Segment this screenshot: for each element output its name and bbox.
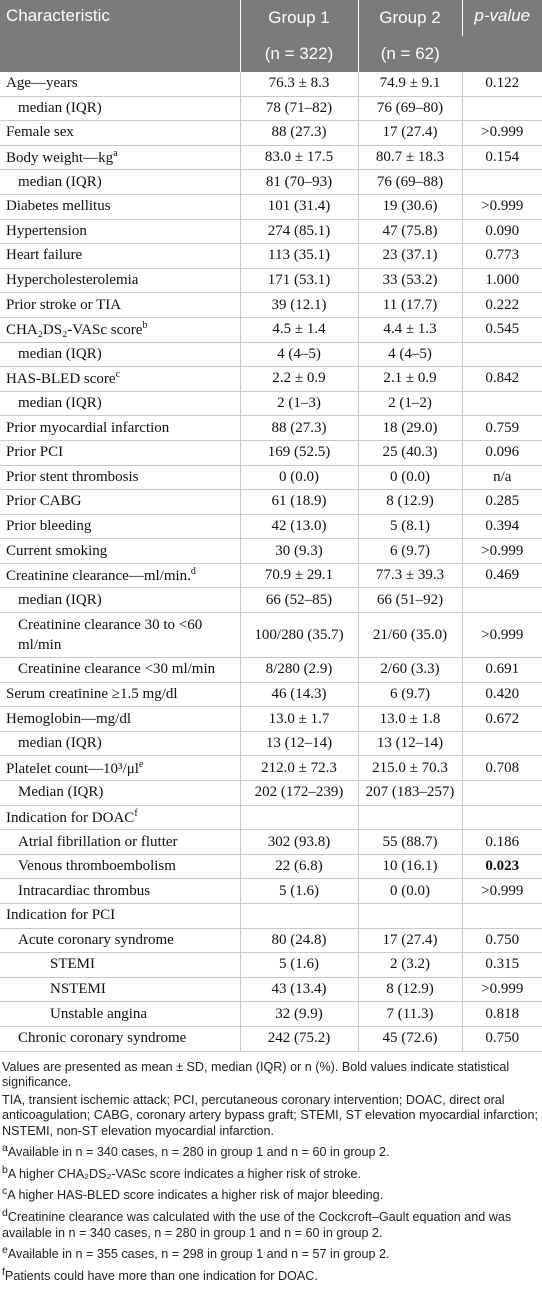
row-label	[0, 391, 240, 416]
row-label-text: median (IQR)	[18, 591, 102, 608]
table-row	[0, 731, 542, 756]
p-value: 0.750	[462, 928, 542, 953]
row-label-text: CHA₂DS₂-VASc score	[6, 322, 143, 339]
p-value	[462, 391, 542, 416]
table-row	[0, 830, 542, 855]
row-label	[0, 293, 240, 318]
footnote-c-text: A higher HAS-BLED score indicates a higher risk of major bleeding.	[7, 1188, 384, 1203]
table-row	[0, 854, 542, 879]
row-label	[0, 682, 240, 707]
group2-value: 207 (183–257)	[358, 781, 462, 806]
group1-value: 0 (0.0)	[240, 465, 358, 490]
row-label	[0, 367, 240, 392]
row-label-text: median (IQR)	[18, 395, 102, 412]
row-label	[0, 781, 240, 806]
group1-value: 202 (172–239)	[240, 781, 358, 806]
table-row	[0, 781, 542, 806]
p-value: 0.122	[462, 72, 542, 96]
table-row	[0, 293, 542, 318]
p-value: >0.999	[462, 879, 542, 904]
group2-value	[358, 904, 462, 929]
table-row	[0, 170, 542, 195]
table-row	[0, 904, 542, 929]
row-label	[0, 268, 240, 293]
footnote-d-text: Creatinine clearance was calculated with the use of the Cockcroft–Gault equation and was available in n = 340 cases, n = 280 in group 1 and n = 60 in group 2.	[2, 1210, 512, 1240]
p-value: >0.999	[462, 539, 542, 564]
group2-value: 4 (4–5)	[358, 342, 462, 367]
row-label	[0, 465, 240, 490]
table-row	[0, 514, 542, 539]
p-value: 0.842	[462, 367, 542, 392]
row-label-text: NSTEMI	[50, 981, 106, 998]
group2-value: 19 (30.6)	[358, 194, 462, 219]
p-value	[462, 588, 542, 613]
group2-value: 55 (88.7)	[358, 830, 462, 855]
row-label	[0, 977, 240, 1002]
group1-value: 5 (1.6)	[240, 879, 358, 904]
row-label	[0, 805, 240, 830]
row-label	[0, 756, 240, 781]
table-row	[0, 588, 542, 613]
p-value: 0.023	[462, 854, 542, 879]
table-row	[0, 563, 542, 588]
row-label-text: Heart failure	[6, 247, 83, 264]
footnote-d: $^d$Creatinine clearance was calculated with the use of the Cockcroft–Gault equation and was available in n = 340 cases, n = 280 in group 1 and n = 60 in group 2.	[2, 1207, 512, 1240]
row-label-text: Hypertension	[6, 222, 87, 239]
row-label	[0, 244, 240, 269]
row-label-text: Creatinine clearance 30 to <60 ml/min	[18, 617, 203, 654]
row-label	[0, 416, 240, 441]
group2-value: 21/60 (35.0)	[358, 613, 462, 658]
table-row	[0, 440, 542, 465]
group2-value: 77.3 ± 39.3	[358, 563, 462, 588]
p-value: >0.999	[462, 194, 542, 219]
footnote-b-text: A higher CHA₂DS₂-VASc score indicates a higher risk of stroke.	[7, 1166, 362, 1181]
row-label-text: Creatinine clearance—ml/min.	[6, 568, 191, 585]
row-label	[0, 613, 240, 658]
p-value: 0.469	[462, 563, 542, 588]
table-row	[0, 682, 542, 707]
group2-value: 4.4 ± 1.3	[358, 317, 462, 342]
footnote-a-text: Available in n = 340 cases, n = 280 in group 1 and n = 60 in group 2.	[7, 1145, 390, 1160]
group1-value	[240, 904, 358, 929]
table-row	[0, 805, 542, 830]
p-value: n/a	[462, 465, 542, 490]
header-group2-n: (n = 62)	[358, 36, 462, 72]
table-body	[0, 72, 542, 1051]
group2-value: 18 (29.0)	[358, 416, 462, 441]
p-value: 0.750	[462, 1026, 542, 1051]
p-value	[462, 781, 542, 806]
group2-value: 8 (12.9)	[358, 977, 462, 1002]
group1-value: 83.0 ± 17.5	[240, 145, 358, 170]
group2-value: 76 (69–88)	[358, 170, 462, 195]
group2-value: 66 (51–92)	[358, 588, 462, 613]
group2-value: 33 (53.2)	[358, 268, 462, 293]
footnote-b: $^b$A higher CHA₂DS₂-VASc score indicates a higher risk of stroke.	[2, 1163, 362, 1181]
row-label	[0, 658, 240, 683]
row-label-text: median (IQR)	[18, 173, 102, 190]
group1-value: 8/280 (2.9)	[240, 658, 358, 683]
group1-value: 78 (71–82)	[240, 96, 358, 121]
table-row	[0, 928, 542, 953]
row-label-text: Venous thromboembolism	[18, 858, 176, 875]
p-value: 0.222	[462, 293, 542, 318]
footnote-abbreviations: TIA, transient ischemic attack; PCI, percutaneous coronary intervention; DOAC, direct oral anticoagulation; CABG, coronary artery bypass graft; STEMI, ST elevation myocardial infarction; NSTEMI, non-ST elevation myocardial infarction.	[2, 1092, 538, 1138]
row-label	[0, 440, 240, 465]
row-label	[0, 317, 240, 342]
group2-value: 6 (9.7)	[358, 682, 462, 707]
group1-value: 88 (27.3)	[240, 121, 358, 146]
p-value	[462, 170, 542, 195]
group1-value: 4.5 ± 1.4	[240, 317, 358, 342]
row-label-text: Diabetes mellitus	[6, 198, 111, 215]
row-footnote-marker: e	[138, 758, 144, 770]
row-label	[0, 1002, 240, 1027]
p-value: 0.186	[462, 830, 542, 855]
group2-value: 2.1 ± 0.9	[358, 367, 462, 392]
row-label-text: Hemoglobin—mg/dl	[6, 710, 131, 727]
row-label	[0, 707, 240, 732]
row-label	[0, 72, 240, 96]
table-row	[0, 416, 542, 441]
row-label-text: Prior CABG	[6, 493, 82, 510]
group1-value: 66 (52–85)	[240, 588, 358, 613]
group1-value: 2.2 ± 0.9	[240, 367, 358, 392]
row-label-text: Prior myocardial infarction	[6, 419, 170, 436]
table-row	[0, 756, 542, 781]
row-label	[0, 219, 240, 244]
row-footnote-marker: a	[113, 148, 118, 160]
group1-value: 76.3 ± 8.3	[240, 72, 358, 96]
p-value: >0.999	[462, 613, 542, 658]
row-label-text: Hypercholesterolemia	[6, 272, 139, 289]
group2-value: 5 (8.1)	[358, 514, 462, 539]
row-label-text: median (IQR)	[18, 345, 102, 362]
table-row	[0, 1026, 542, 1051]
table-row	[0, 613, 542, 658]
group2-value: 47 (75.8)	[358, 219, 462, 244]
row-label-text: Platelet count—10³/μl	[6, 760, 139, 777]
p-value: 0.420	[462, 682, 542, 707]
header-group1: Group 1	[240, 0, 358, 36]
group1-value: 81 (70–93)	[240, 170, 358, 195]
row-label	[0, 854, 240, 879]
row-label	[0, 514, 240, 539]
footnote-e-text: Available in n = 355 cases, n = 298 in group 1 and n = 57 in group 2.	[7, 1247, 390, 1262]
header-row	[0, 0, 542, 36]
p-value: 0.096	[462, 440, 542, 465]
row-label-text: Indication for DOAC	[6, 809, 135, 826]
group1-value: 61 (18.9)	[240, 490, 358, 515]
group2-value: 2 (3.2)	[358, 953, 462, 978]
group1-value: 46 (14.3)	[240, 682, 358, 707]
group1-value: 32 (9.9)	[240, 1002, 358, 1027]
row-label-text: Unstable angina	[50, 1005, 148, 1022]
p-value: 0.759	[462, 416, 542, 441]
table-row	[0, 539, 542, 564]
row-label-text: Serum creatinine ≥1.5 mg/dl	[6, 685, 178, 702]
row-label-text: Acute coronary syndrome	[18, 931, 174, 948]
group2-value: 76 (69–80)	[358, 96, 462, 121]
row-label	[0, 170, 240, 195]
group1-value: 88 (27.3)	[240, 416, 358, 441]
row-label-text: Body weight—kg	[6, 150, 114, 167]
group1-value: 100/280 (35.7)	[240, 613, 358, 658]
group1-value: 212.0 ± 72.3	[240, 756, 358, 781]
p-value	[462, 731, 542, 756]
group1-value: 5 (1.6)	[240, 953, 358, 978]
row-label	[0, 539, 240, 564]
table-row	[0, 465, 542, 490]
row-label	[0, 588, 240, 613]
group1-value: 43 (13.4)	[240, 977, 358, 1002]
footnote-c: $^c$A higher HAS-BLED score indicates a higher risk of major bleeding.	[2, 1185, 384, 1203]
footnote-f-text: Patients could have more than one indication for DOAC.	[4, 1269, 318, 1284]
group1-value: 113 (35.1)	[240, 244, 358, 269]
header-pvalue	[462, 0, 542, 72]
p-value: 0.315	[462, 953, 542, 978]
group1-value: 80 (24.8)	[240, 928, 358, 953]
table-row	[0, 707, 542, 732]
table-row	[0, 96, 542, 121]
footnote-values: Values are presented as mean ± SD, median (IQR) or n (%). Bold values indicate statistical significance.	[2, 1059, 510, 1090]
row-label	[0, 194, 240, 219]
row-label	[0, 96, 240, 121]
row-label-text: Prior bleeding	[6, 517, 92, 534]
group1-value: 70.9 ± 29.1	[240, 563, 358, 588]
row-label-text: median (IQR)	[18, 735, 102, 752]
group2-value: 6 (9.7)	[358, 539, 462, 564]
row-label	[0, 563, 240, 588]
footnote-f: $^f$Patients could have more than one indication for DOAC.	[2, 1266, 318, 1284]
row-footnote-marker: b	[142, 320, 148, 332]
row-label-text: median (IQR)	[18, 99, 102, 116]
table-row	[0, 1002, 542, 1027]
table-row	[0, 879, 542, 904]
row-label-text: Chronic coronary syndrome	[18, 1030, 187, 1047]
group2-value: 23 (37.1)	[358, 244, 462, 269]
p-value: 0.672	[462, 707, 542, 732]
group1-value: 22 (6.8)	[240, 854, 358, 879]
row-label	[0, 1026, 240, 1051]
group2-value: 0 (0.0)	[358, 879, 462, 904]
group1-value: 42 (13.0)	[240, 514, 358, 539]
row-label-text: Prior stent thrombosis	[6, 468, 139, 485]
group2-value: 7 (11.3)	[358, 1002, 462, 1027]
row-label	[0, 342, 240, 367]
table-row	[0, 367, 542, 392]
row-label-text: Atrial fibrillation or flutter	[18, 833, 178, 850]
row-label-text: STEMI	[50, 956, 95, 973]
p-value: 0.545	[462, 317, 542, 342]
row-label	[0, 953, 240, 978]
header-pvalue-text: p-value	[474, 6, 531, 25]
group1-value: 13.0 ± 1.7	[240, 707, 358, 732]
row-label-text: Creatinine clearance <30 ml/min	[18, 661, 216, 678]
group2-value: 74.9 ± 9.1	[358, 72, 462, 96]
group1-value: 4 (4–5)	[240, 342, 358, 367]
row-label-text: Prior stroke or TIA	[6, 296, 122, 313]
row-footnote-marker: f	[134, 807, 138, 819]
table-row	[0, 72, 542, 96]
row-label-text: Current smoking	[6, 542, 108, 559]
table-row	[0, 194, 542, 219]
row-label-text: HAS-BLED score	[6, 371, 116, 388]
header-characteristic: Characteristic	[0, 0, 240, 72]
group2-value: 25 (40.3)	[358, 440, 462, 465]
group1-value: 171 (53.1)	[240, 268, 358, 293]
p-value: 0.773	[462, 244, 542, 269]
p-value: 0.090	[462, 219, 542, 244]
row-label	[0, 121, 240, 146]
row-label-text: Median (IQR)	[18, 784, 104, 801]
group2-value: 11 (17.7)	[358, 293, 462, 318]
row-footnote-marker: c	[115, 369, 121, 381]
group1-value	[240, 805, 358, 830]
header-group2: Group 2	[358, 0, 462, 36]
group1-value: 30 (9.3)	[240, 539, 358, 564]
group1-value: 101 (31.4)	[240, 194, 358, 219]
table-row	[0, 268, 542, 293]
group2-value	[358, 805, 462, 830]
row-label-text: Intracardiac thrombus	[18, 882, 151, 899]
row-label	[0, 904, 240, 929]
p-value	[462, 904, 542, 929]
table-row	[0, 145, 542, 170]
p-value	[462, 342, 542, 367]
row-label-text: Age—years	[6, 75, 78, 92]
p-value: 0.818	[462, 1002, 542, 1027]
row-label	[0, 731, 240, 756]
row-label-text: Prior PCI	[6, 444, 64, 461]
table-row	[0, 490, 542, 515]
p-value: 0.394	[462, 514, 542, 539]
table-row	[0, 317, 542, 342]
table-row	[0, 219, 542, 244]
row-label	[0, 145, 240, 170]
table-row	[0, 658, 542, 683]
row-label-text: Indication for PCI	[6, 907, 116, 924]
group1-value: 302 (93.8)	[240, 830, 358, 855]
group2-value: 17 (27.4)	[358, 121, 462, 146]
table-row	[0, 342, 542, 367]
p-value: 0.708	[462, 756, 542, 781]
group1-value: 13 (12–14)	[240, 731, 358, 756]
table-row	[0, 391, 542, 416]
header-group1-n: (n = 322)	[240, 36, 358, 72]
group1-value: 274 (85.1)	[240, 219, 358, 244]
group2-value: 2/60 (3.3)	[358, 658, 462, 683]
group1-value: 2 (1–3)	[240, 391, 358, 416]
table-row	[0, 977, 542, 1002]
group1-value: 169 (52.5)	[240, 440, 358, 465]
p-value: 0.285	[462, 490, 542, 515]
p-value: >0.999	[462, 121, 542, 146]
table-row	[0, 953, 542, 978]
group2-value: 13 (12–14)	[358, 731, 462, 756]
table-row	[0, 244, 542, 269]
group2-value: 17 (27.4)	[358, 928, 462, 953]
group1-value: 242 (75.2)	[240, 1026, 358, 1051]
group2-value: 0 (0.0)	[358, 465, 462, 490]
footnote-e: $^e$Available in n = 355 cases, n = 298 in group 1 and n = 57 in group 2.	[2, 1244, 390, 1262]
group2-value: 80.7 ± 18.3	[358, 145, 462, 170]
group2-value: 8 (12.9)	[358, 490, 462, 515]
p-value: 0.691	[462, 658, 542, 683]
table-row	[0, 121, 542, 146]
row-label	[0, 879, 240, 904]
group2-value: 215.0 ± 70.3	[358, 756, 462, 781]
group1-value: 39 (12.1)	[240, 293, 358, 318]
row-label-text: Female sex	[6, 124, 74, 141]
group2-value: 2 (1–2)	[358, 391, 462, 416]
group2-value: 10 (16.1)	[358, 854, 462, 879]
p-value	[462, 805, 542, 830]
row-label	[0, 830, 240, 855]
p-value: 0.154	[462, 145, 542, 170]
footnotes	[0, 1052, 542, 1285]
row-footnote-marker: d	[190, 566, 196, 578]
row-label	[0, 490, 240, 515]
group2-value: 45 (72.6)	[358, 1026, 462, 1051]
row-label	[0, 928, 240, 953]
footnote-a: $^a$Available in n = 340 cases, n = 280 in group 1 and n = 60 in group 2.	[2, 1142, 390, 1160]
group2-value: 13.0 ± 1.8	[358, 707, 462, 732]
p-value: >0.999	[462, 977, 542, 1002]
p-value: 1.000	[462, 268, 542, 293]
p-value	[462, 96, 542, 121]
